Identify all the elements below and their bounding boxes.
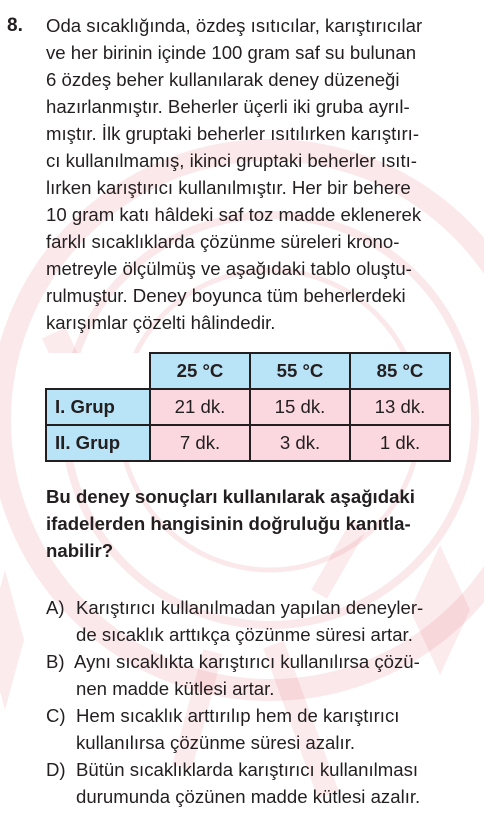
stem-line: rulmuştur. Deney boyunca tüm beherlerdeki bbox=[46, 285, 406, 306]
table-cell: 7 dk. bbox=[150, 425, 250, 461]
table-cell: 15 dk. bbox=[250, 389, 350, 425]
option-line: durumunda çözünen madde kütlesi azalır. bbox=[76, 786, 421, 807]
table-row bbox=[46, 425, 450, 461]
table-column-header: 85 °C bbox=[350, 353, 450, 389]
option-letter: D) bbox=[46, 759, 66, 780]
option-line: de sıcaklık arttıkça çözünme süresi artar. bbox=[76, 624, 413, 645]
stem-line: 10 gram katı hâldeki saf toz madde eklenerek bbox=[46, 204, 422, 225]
table-row bbox=[46, 389, 450, 425]
option-line: kullanılırsa çözünme süresi azalır. bbox=[76, 732, 356, 753]
table-column-header: 55 °C bbox=[250, 353, 350, 389]
table-cell: 13 dk. bbox=[350, 389, 450, 425]
table-row-header: II. Grup bbox=[46, 425, 150, 461]
stem-line: karışımlar çözelti hâlindedir. bbox=[46, 312, 276, 333]
table-cell: 3 dk. bbox=[250, 425, 350, 461]
table-header-row bbox=[46, 353, 450, 389]
stem-line: farklı sıcaklıklarda çözünme süreleri krono- bbox=[46, 231, 400, 252]
stem-line: Oda sıcaklığında, özdeş ısıtıcılar, karıştırıcılar bbox=[46, 15, 423, 36]
stem-line: cı kullanılmamış, ikinci gruptaki beherler ısıtı- bbox=[46, 150, 417, 171]
question-number: 8. bbox=[7, 15, 23, 36]
table-row-header: I. Grup bbox=[46, 389, 150, 425]
table-corner-cell bbox=[46, 353, 150, 389]
option-letter: B) bbox=[46, 651, 65, 672]
stem-line: mıştır. İlk gruptaki beherler ısıtılırken karıştırı- bbox=[46, 123, 420, 144]
option-line: Bütün sıcaklıklarda karıştırıcı kullanılması bbox=[76, 759, 419, 780]
stem-line: 6 özdeş beher kullanılarak deney düzeneği bbox=[46, 69, 400, 90]
prompt-line: nabilir? bbox=[46, 540, 114, 561]
option-line: nen madde kütlesi artar. bbox=[76, 678, 275, 699]
option-letter: A) bbox=[46, 597, 65, 618]
table-cell: 21 dk. bbox=[150, 389, 250, 425]
prompt-line: Bu deney sonuçları kullanılarak aşağıdaki bbox=[46, 486, 415, 507]
stem-line: ve her birinin içinde 100 gram saf su bulunan bbox=[46, 42, 417, 63]
stem-line: hazırlanmıştır. Beherler üçerli iki gruba ayrıl- bbox=[46, 96, 410, 117]
results-table bbox=[45, 352, 451, 462]
prompt-line: ifadelerden hangisinin doğruluğu kanıtla- bbox=[46, 513, 411, 534]
table-cell: 1 dk. bbox=[350, 425, 450, 461]
option-letter: C) bbox=[46, 705, 66, 726]
option-line: Aynı sıcaklıkta karıştırıcı kullanılırsa çözü- bbox=[74, 651, 420, 672]
stem-line: lırken karıştırıcı kullanılmıştır. Her bir behere bbox=[46, 177, 411, 198]
table-column-header: 25 °C bbox=[150, 353, 250, 389]
option-line: Karıştırıcı kullanılmadan yapılan deneyler- bbox=[76, 597, 424, 618]
option-line: Hem sıcaklık arttırılıp hem de karıştırıcı bbox=[76, 705, 400, 726]
stem-line: metreyle ölçülmüş ve aşağıdaki tablo oluştu- bbox=[46, 258, 412, 279]
